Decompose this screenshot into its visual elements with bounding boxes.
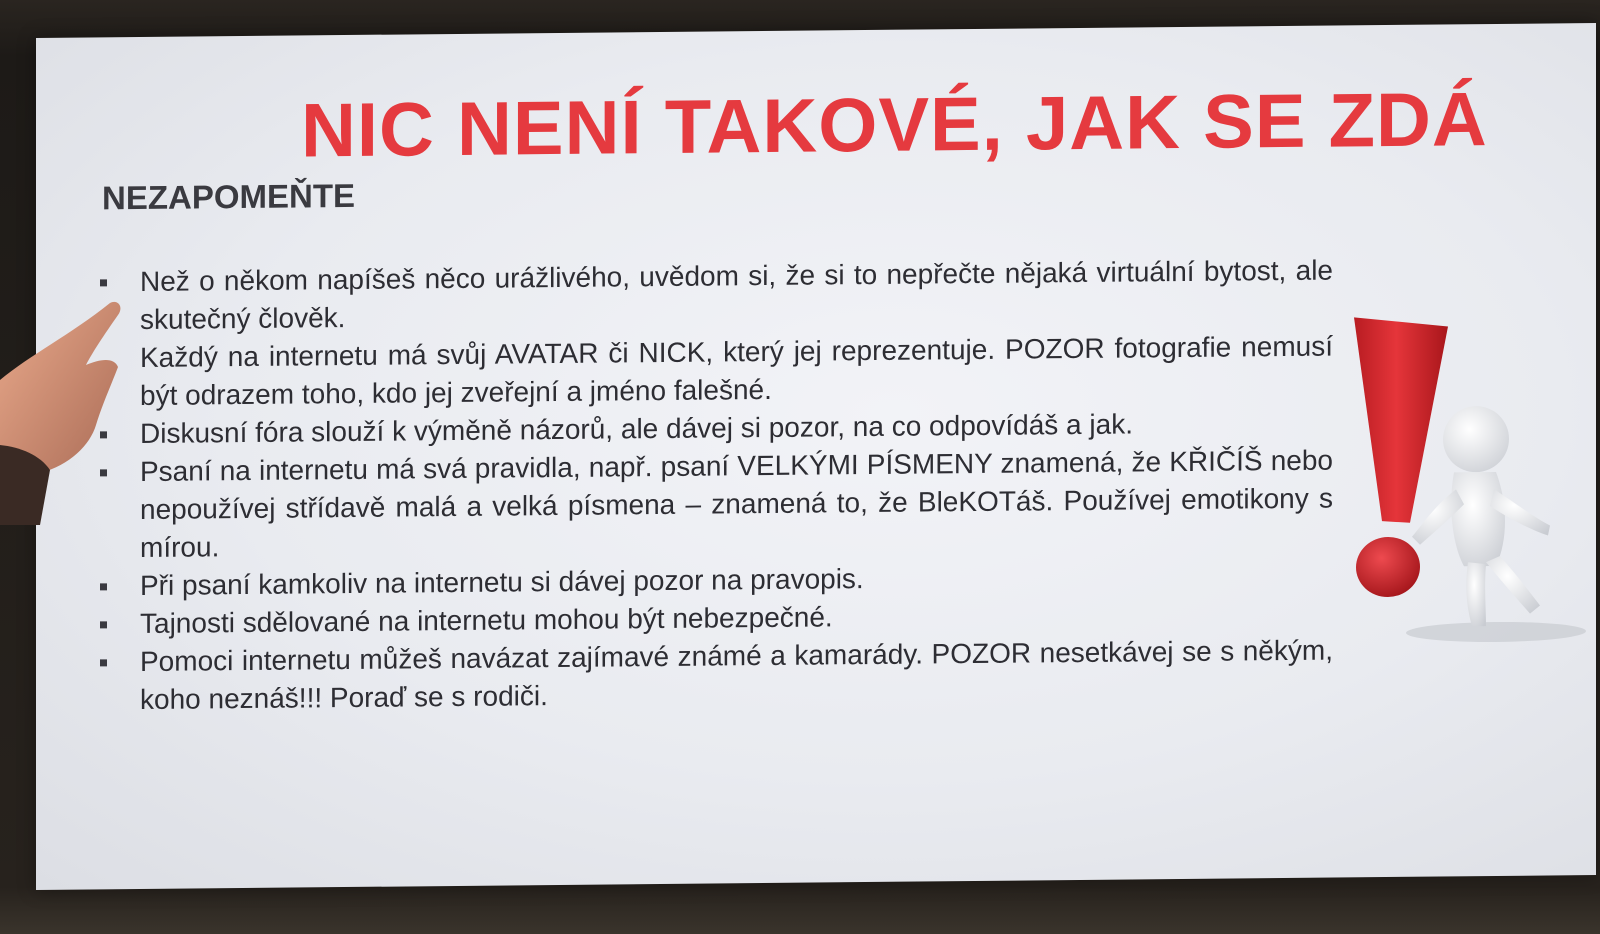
- bullet-text: Při psaní kamkoliv na internetu si dávej pozor na pravopis.: [140, 563, 864, 602]
- bullet-text: Každý na internetu má svůj AVATAR či NICK, který jej reprezentuje. POZOR fotografie nemusí být odrazem toho, kdo jej zveřejní a jméno falešné.: [140, 330, 1333, 412]
- bullet-text: Psaní na internetu má svá pravidla, např. psaní VELKÝMI PÍSMENY znamená, že KŘIČÍŠ nebo nepoužívej střídavě malá a velká písmena – znamená to, že BleKOTáš. Používej emotikony s mírou.: [140, 444, 1333, 564]
- bullet-text: Diskusní fóra slouží k výměně názorů, ale dávej si pozor, na co odpovídáš a jak.: [140, 408, 1133, 450]
- bullet-text: Tajnosti sdělované na internetu mohou být nebezpečné.: [140, 601, 833, 640]
- square-bullet-icon: [100, 279, 107, 286]
- list-item: [98, 328, 1333, 416]
- square-bullet-icon: [100, 621, 107, 628]
- bullet-text: Než o někom napíšeš něco urážlivého, uvědom si, že si to nepřečte nějaká virtuální bytost, ale skutečný člověk.: [140, 254, 1333, 336]
- square-bullet-icon: [100, 659, 107, 666]
- slide-title: NIC NENÍ TAKOVÉ, JAK SE ZDÁ: [301, 77, 1488, 174]
- pointing-hand: [0, 295, 130, 525]
- list-item: [98, 442, 1333, 568]
- bullet-text: Pomoci internetu můžeš navázat zajímavé známé a kamarády. POZOR nesetkávej se s někým, koho neznáš!!! Poraď se s rodiči.: [140, 634, 1333, 716]
- list-item: [98, 252, 1333, 340]
- bullet-list: [98, 252, 1333, 720]
- list-item: [98, 632, 1333, 720]
- exclamation-mark-figure-icon: [1336, 313, 1596, 655]
- slide-subtitle: NEZAPOMEŇTE: [102, 176, 356, 217]
- square-bullet-icon: [100, 583, 107, 590]
- projection-screen: [36, 23, 1596, 890]
